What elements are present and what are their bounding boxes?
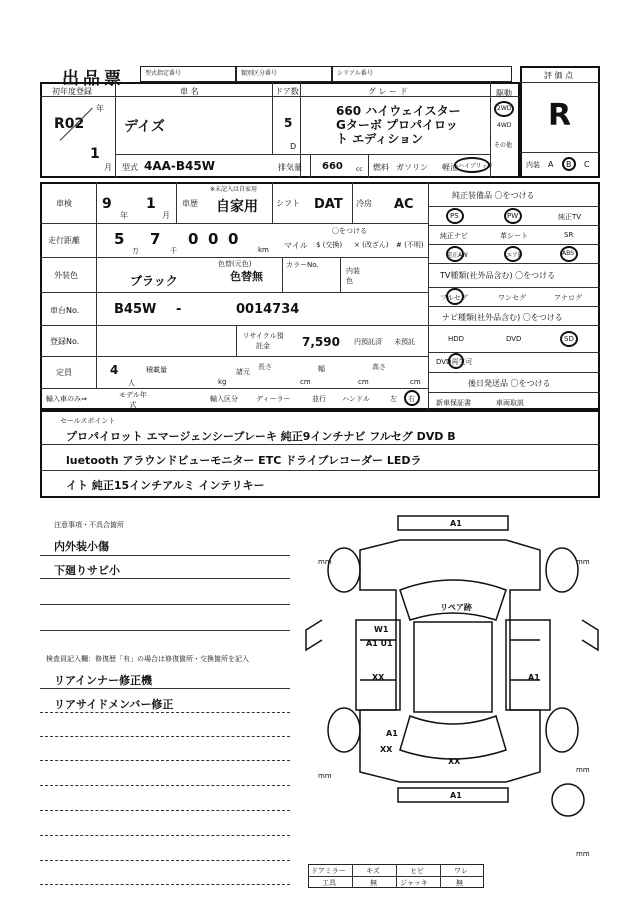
chassis-dash: -	[176, 302, 182, 317]
equip-navi: 純正ナビ	[440, 232, 468, 240]
chassis-prefix: B45W	[114, 302, 157, 317]
import-type-label: 輸入区分	[210, 395, 238, 403]
mark-door-a1u1: A1 U1	[366, 639, 393, 648]
unknown: # (不明)	[396, 241, 424, 249]
history-label: 車歴	[182, 199, 198, 208]
tv-analog: アナログ	[554, 294, 582, 302]
cc-unit: cc	[356, 166, 363, 173]
doors-value: 5	[284, 116, 293, 130]
mm-label-bottom: mm	[576, 850, 590, 858]
year-unit: 年	[96, 104, 104, 113]
capacity-unit: 人	[128, 379, 135, 387]
notes-line2: 下廻りサビ小	[54, 564, 120, 577]
interior-b: B	[566, 160, 572, 169]
equip-leather: 革シート	[500, 232, 528, 240]
tv-oneseg: ワンセグ	[498, 294, 526, 302]
inspector-line1: リアインナー修正機	[54, 674, 153, 687]
sales-line1: プロパイロット エマージェンシーブレーキ 純正9インチナビ フルセグ DVD B	[66, 430, 456, 443]
mileage-digit-5: 0	[228, 230, 239, 248]
dealer: ディーラー	[256, 395, 291, 403]
mm-label-tl: mm	[318, 558, 332, 566]
hybrid-label: ハイブリッド	[458, 163, 494, 170]
color-label: 外装色	[54, 271, 78, 280]
dims-label: 諸元	[236, 368, 250, 376]
legend-h4: ワレ	[454, 867, 468, 875]
mark-rear-glass-xx: XX	[448, 757, 461, 766]
tv-fullseg: フルセグ	[440, 294, 468, 302]
sales-line2: luetooth アラウンドビューモニター ETC ドライブレコーダー LEDラ	[66, 454, 422, 467]
month-value: 1	[90, 146, 100, 162]
legend-r3: ジャッキ	[400, 879, 428, 887]
grade-line2: Gターボ プロパイロッ	[336, 118, 458, 132]
after-title: 後日発送品 〇をつける	[468, 379, 551, 388]
chassis-no: 0014734	[236, 302, 300, 317]
repaint-label: 色替(元色)	[218, 260, 252, 268]
drive-other: その他	[494, 142, 513, 149]
equip-airbag: エアB	[506, 252, 523, 259]
model-value: 4AA-B45W	[144, 159, 215, 173]
recycle-label: リサイクル預託金	[242, 332, 284, 350]
displacement-label: 排気量	[278, 163, 302, 172]
fuel-value: ガソリン	[396, 163, 428, 172]
car-name: デイズ	[124, 119, 165, 135]
height-label: 高さ	[372, 363, 386, 371]
form-title: 出品票	[62, 69, 125, 89]
shaken-label: 車検	[56, 199, 72, 208]
mark-rear-bumper: A1	[450, 791, 462, 800]
equip-ps: PS	[450, 212, 459, 220]
light-oil: 軽油	[442, 163, 458, 172]
dvd-play: DVD再生可	[436, 358, 473, 366]
parallel: 並行	[312, 395, 326, 403]
recycle-unit: 円預託済	[354, 338, 382, 346]
shaken-month: 1	[146, 196, 156, 212]
legend-h3: ヒビ	[410, 867, 424, 875]
capacity-value: 4	[110, 363, 119, 377]
after-manual: 車両取説	[496, 399, 524, 407]
equip-aw: 純正AW	[446, 252, 468, 259]
shaken-nen: 年	[120, 211, 128, 220]
mileage-digit-2: 7	[150, 230, 161, 248]
shodo-label: 初年度登録	[52, 87, 92, 96]
equip-title: 純正装備品 〇をつける	[452, 191, 535, 200]
length-label: 長さ	[258, 363, 272, 371]
legend-h1: ドアミラー	[311, 867, 346, 875]
navi-title: ナビ種類(社外品含む) 〇をつける	[442, 313, 563, 322]
mark-rear-xx: XX	[380, 745, 393, 754]
score-value: R	[548, 98, 572, 133]
load-kg: kg	[218, 378, 227, 386]
import-label: 輸入車のみ⇒	[46, 395, 87, 403]
model-label: 型式	[122, 163, 138, 172]
after-warranty: 新車保証書	[436, 399, 471, 407]
interior-color-label: 内装色	[346, 267, 360, 285]
width-label: 幅	[318, 365, 325, 373]
handle-label: ハンドル	[342, 395, 370, 403]
repaint-value: 色替無	[230, 270, 263, 283]
mm-label-br: mm	[576, 766, 590, 774]
interior-a: A	[548, 160, 554, 169]
cooler-value: AC	[394, 197, 414, 212]
circle-note: 〇をつける	[332, 227, 367, 235]
mileage-label: 走行距離	[48, 236, 80, 245]
drive-label: 駆動	[496, 89, 512, 98]
notes-line1: 内外装小傷	[54, 540, 109, 553]
height-cm: cm	[410, 378, 421, 386]
colorno-label: カラーNo.	[286, 261, 319, 269]
reg-label: 登録No.	[50, 337, 80, 346]
grade-line3: ト エディション	[336, 132, 423, 146]
chassis-label: 車台No.	[50, 306, 80, 315]
navi-hdd: HDD	[448, 335, 465, 343]
color-value: ブラック	[130, 274, 178, 288]
mileage-digit-1: 5	[114, 230, 125, 248]
notes-title: 注意事項・不具合箇所	[54, 521, 124, 529]
legend-r2: 無	[370, 879, 377, 887]
mm-label-tr: mm	[576, 558, 590, 566]
serial-box: シリアル番号	[332, 66, 512, 82]
mark-right-a1: A1	[528, 673, 540, 682]
shaken-tsuki: 月	[162, 211, 170, 220]
capacity-label: 定員	[56, 368, 72, 377]
month-unit: 月	[104, 163, 112, 172]
drive-2wd: 2WD	[497, 105, 512, 112]
ruibetsu-box: 類別区分番号	[236, 66, 332, 82]
equip-pw: PW	[507, 212, 519, 220]
history-note: ※未記入は自家用	[210, 186, 258, 193]
legend-h2: キズ	[366, 867, 380, 875]
equip-sr: SR	[564, 231, 574, 239]
katashiki-box: 型式指定番号	[140, 66, 236, 82]
year-value: R02	[54, 116, 85, 132]
mark-roof-repair: リペア跡	[440, 603, 472, 612]
width-cm: cm	[358, 378, 369, 386]
fuel-label: 燃料	[373, 163, 389, 172]
grade-line1: 660 ハイウェイスター	[336, 104, 461, 118]
drive-4wd: 4WD	[497, 122, 512, 129]
handle-left: 左	[390, 395, 397, 403]
sales-line3: イト 純正15インチアルミ インテリキー	[66, 479, 265, 492]
shaken-year: 9	[102, 196, 112, 212]
shamei-label: 車 名	[180, 87, 199, 96]
model-year-label: モデル年式	[119, 391, 147, 409]
recycle-value: 7,590	[302, 335, 340, 349]
inspector-title: 検査員記入欄：修復歴「有」の場合は修復箇所・交換箇所を記入	[46, 655, 249, 663]
mark-rear-door-xx: XX	[372, 673, 385, 682]
grade-label: グ レ ー ド	[368, 87, 408, 96]
interior-label: 内装	[526, 161, 540, 169]
score-label: 評 価 点	[544, 71, 574, 80]
equip-tv: 純正TV	[558, 213, 582, 221]
navi-sd: SD	[564, 335, 574, 343]
displacement-value: 660	[322, 161, 343, 172]
mileage-km: km	[258, 246, 269, 254]
cooler-label: 冷房	[356, 199, 372, 208]
tv-title: TV種類(社外品含む) 〇をつける	[440, 271, 556, 280]
mark-door-w1: W1	[374, 625, 389, 634]
sales-title: セールスポイント	[60, 417, 116, 425]
navi-dvd: DVD	[506, 335, 522, 343]
interior-c: C	[584, 160, 590, 169]
legend-r4: 無	[456, 879, 463, 887]
mile-label: マイル	[284, 241, 308, 250]
mileage-man: 万	[132, 247, 139, 255]
mileage-sen: 千	[170, 247, 177, 255]
equip-abs: ABS	[562, 250, 574, 257]
mark-front-bumper: A1	[450, 519, 462, 528]
recycle-unpaid: 未預託	[394, 338, 415, 346]
shift-value: DAT	[314, 197, 343, 212]
inspector-line2: リアサイドメンバー修正	[54, 698, 174, 711]
tampered: × (改ざん)	[354, 241, 389, 249]
mileage-digit-4: 0	[208, 230, 219, 248]
car-damage-diagram	[300, 510, 600, 860]
exchange: $ (交換)	[316, 241, 343, 249]
legend-r1: 工具	[322, 879, 336, 887]
shift-label: シフト	[276, 199, 300, 208]
handle-right: 右	[408, 395, 415, 403]
load-label: 積載量	[146, 366, 167, 374]
mileage-digit-3: 0	[188, 230, 199, 248]
history-value: 自家用	[216, 199, 258, 215]
length-cm: cm	[300, 378, 311, 386]
doors-label: ドア数	[275, 87, 299, 96]
mm-label-bl: mm	[318, 772, 332, 780]
door-code: D	[290, 142, 297, 151]
mark-rear-a1: A1	[386, 729, 398, 738]
